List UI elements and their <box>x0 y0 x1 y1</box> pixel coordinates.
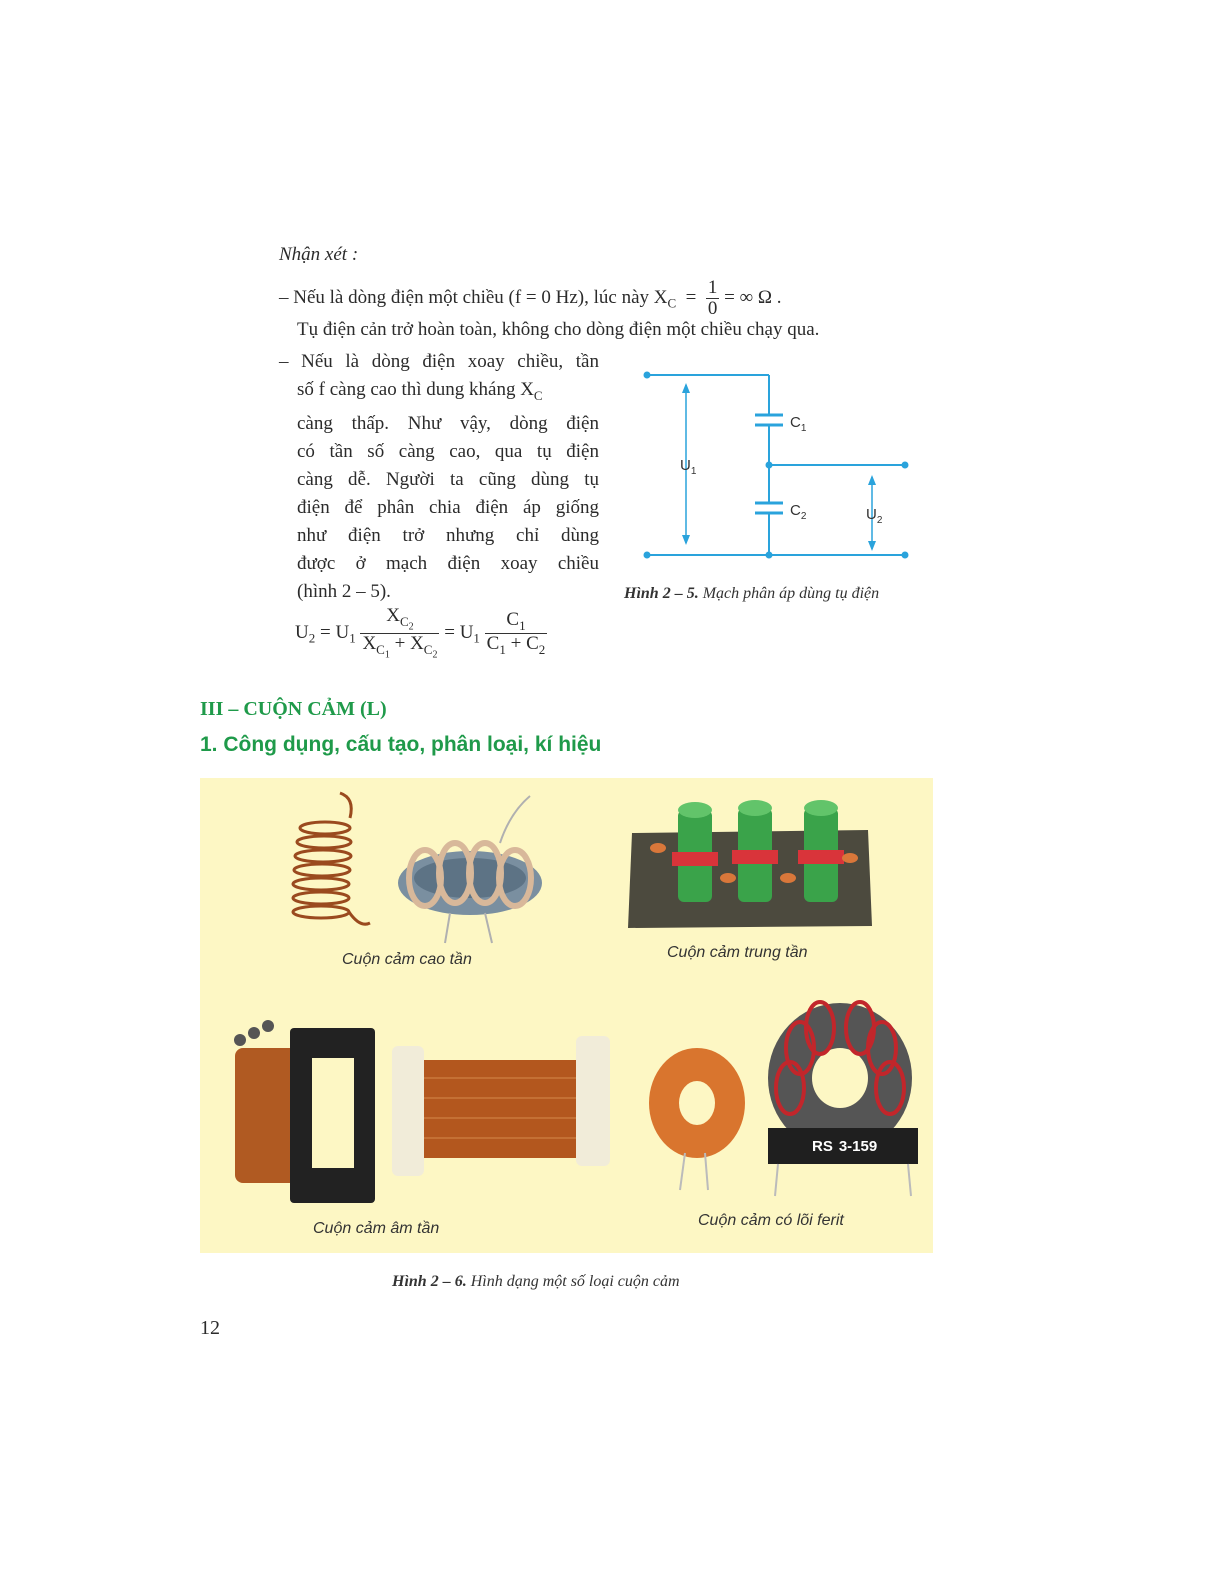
remark-item-2-line: số f càng cao thì dung kháng $X_C$ <box>297 379 543 403</box>
mid-frequency-coil-board-illustration <box>628 800 872 928</box>
subsection-heading: 1. Công dụng, cấu tạo, phân loại, kí hiệu <box>200 733 602 756</box>
section-heading: III – CUỘN CẢM (L) <box>200 698 387 720</box>
formula-fraction-reactance: $\frac{X_{C_2}}{X_{C_1} + X_{C_2}}$ <box>362 605 438 661</box>
formula-fraction-capacitance: $\frac{C_1}{C_1 + C_2}$ <box>486 609 546 657</box>
ferrite-core-coil-illustration <box>768 1002 918 1196</box>
toroid-coil-illustration <box>649 1048 745 1190</box>
remark-item-1-suffix: = ∞ Ω . <box>724 286 782 308</box>
xc-subscript: C <box>667 295 677 311</box>
remark-item-1: – Nếu là dòng điện một chiều (f = 0 Hz), lúc này $X_C$ = $\frac{1}{0}$ = ∞ Ω . <box>279 277 782 319</box>
remark-item-2-line: – Nếu là dòng điện xoay chiều, tần <box>279 351 599 372</box>
page-number: 12 <box>200 1317 220 1339</box>
air-core-coil-illustration <box>293 793 370 924</box>
figure-2-6-caption: Hình 2 – 6. Hình dạng một số loại cuộn cảm <box>392 1273 680 1290</box>
inductor-illustrations <box>200 778 933 1253</box>
remarks-title: Nhận xét : <box>279 244 359 265</box>
circuit-terminal <box>903 463 908 468</box>
label-audio-frequency-coil: Cuộn cảm âm tần <box>313 1220 440 1237</box>
circuit-terminal <box>645 373 650 378</box>
voltage-divider-formula: $U_2 = U_1$ $\frac{X_{C_2}}{X_{C_1} + X_{C_2}}$ = $U_1$ $\frac{C_1}{C_1 + C_2}$ <box>295 605 546 661</box>
c1-label: $C_1$ <box>790 414 807 434</box>
remark-item-2-line: như điện trở nhưng chỉ dùng <box>297 524 599 546</box>
remark-item-2-line: có tần số càng cao, qua tụ điện <box>297 440 599 462</box>
rs-part-marking: RS 3-159 <box>812 1138 878 1155</box>
label-mid-frequency-coil: Cuộn cảm trung tần <box>667 944 808 961</box>
remark-item-1-prefix: – Nếu là dòng điện một chiều (f = 0 Hz), lúc này X <box>279 286 668 308</box>
inductor-photo-panel <box>200 778 933 1253</box>
one-over-zero-fraction: $\frac{1}{0}$ <box>707 277 718 319</box>
capacitor-divider-circuit <box>620 355 940 575</box>
bead-coil-illustration <box>398 796 542 943</box>
label-ferrite-coil: Cuộn cảm có lõi ferit <box>698 1212 844 1229</box>
u1-label: $U_1$ <box>680 457 697 477</box>
remark-item-2-line: càng dễ. Người ta cũng dùng tụ <box>297 468 599 490</box>
remark-item-2-line: (hình 2 – 5). <box>297 580 391 602</box>
figure-2-5-caption: Hình 2 – 5. Mạch phân áp dùng tụ điện <box>624 585 880 602</box>
label-high-frequency-coil: Cuộn cảm cao tần <box>342 951 472 968</box>
remark-item-2 <box>279 348 599 606</box>
bobbin-coil-illustration <box>392 1036 610 1176</box>
c2-label: $C_2$ <box>790 502 807 522</box>
u2-label: $U_2$ <box>866 506 883 526</box>
remark-item-1-line-2: Tụ điện cản trở hoàn toàn, không cho dòng điện một chiều chạy qua. <box>297 319 820 340</box>
remark-item-2-line: được ở mạch điện xoay chiều <box>297 552 599 574</box>
remark-item-2-line: càng thấp. Như vậy, dòng điện <box>297 412 599 434</box>
remark-item-2-line: điện để phân chia điện áp giống <box>297 496 599 518</box>
audio-frequency-coil-illustration <box>234 1020 375 1203</box>
